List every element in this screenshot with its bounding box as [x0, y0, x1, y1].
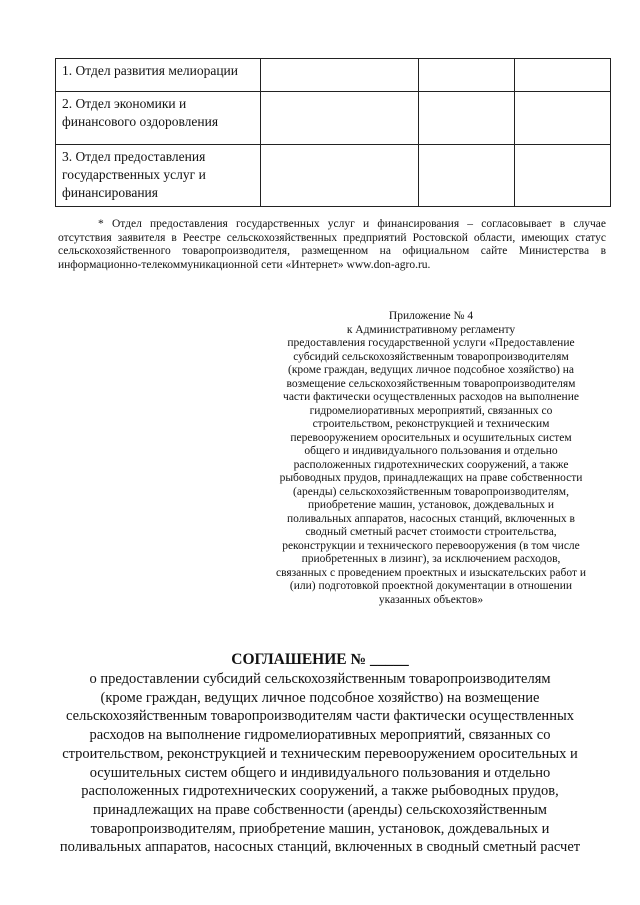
appendix-line: субсидий сельскохозяйственным товаропроизводителям: [293, 350, 569, 363]
appendix-line: к Административному регламенту: [346, 323, 516, 336]
table-row: [56, 92, 611, 145]
empty-cell: [419, 92, 515, 145]
department-name-cell: [56, 92, 261, 145]
appendix-line: рыбоводных прудов, принадлежащих на праве собственности: [279, 472, 583, 484]
agreement-line: осушительных систем общего и индивидуального пользования и отдельно: [89, 764, 551, 781]
appendix-line: общего и индивидуального пользования и отдельно: [304, 445, 558, 457]
cell-line: финансирования: [62, 185, 158, 200]
appendix-line: (или) подготовкой проектной документации в отношении: [289, 580, 573, 592]
agreement-line: товаропроизводителям, приобретение машин, установок, дождевальных и: [90, 820, 550, 837]
cell-line: 3. Отдел предоставления: [62, 149, 206, 164]
agreement-line: строительством, реконструкцией и техническим перевооружением оросительных и: [62, 745, 578, 762]
appendix-line: перевооружением оросительных и осушительных систем: [290, 431, 572, 444]
agreement-title: СОГЛАШЕНИЕ № _____: [231, 651, 409, 668]
appendix-line: Приложение № 4: [388, 310, 474, 322]
department-name-cell: [56, 59, 261, 92]
empty-cell: [515, 145, 611, 207]
agreement-line: сельскохозяйственным товаропроизводителям части фактически осуществленных: [66, 708, 574, 725]
appendix-line: строительством, реконструкцией и техническим: [312, 418, 550, 430]
empty-cell: [261, 59, 419, 92]
agreement-line: расходов на выполнение гидромелиоративных мероприятий, связанных со: [89, 727, 551, 744]
table-row: [56, 59, 611, 92]
empty-cell: [261, 145, 419, 207]
cell-line: 2. Отдел экономики и: [62, 96, 187, 111]
table-row: [56, 145, 611, 207]
empty-cell: [419, 59, 515, 92]
empty-cell: [261, 92, 419, 145]
agreement-line: (кроме граждан, ведущих личное подсобное хозяйство) на возмещение: [100, 689, 540, 706]
department-name-cell: [56, 145, 261, 207]
appendix-line: приобретенных в лизинг), за исключением расходов,: [301, 553, 561, 565]
appendix-line: части фактически осуществленных расходов на выполнение: [283, 391, 579, 403]
agreement-line: о предоставлении субсидий сельскохозяйственным товаропроизводителям: [89, 671, 551, 687]
appendix-line: связанных с проведением проектных и изыскательских работ и: [275, 566, 587, 579]
appendix-line: предоставления государственной услуги «Предоставление: [287, 337, 575, 349]
appendix-line: реконструкции и технического перевооружения (в том числе: [282, 539, 580, 552]
agreement-line: поливальных аппаратов, насосных станций, включенных в сводный сметный расчет: [59, 839, 581, 856]
appendix-line: поливальных аппаратов, насосных станций, включенных в: [287, 512, 575, 525]
empty-cell: [515, 59, 611, 92]
appendix-line: (кроме граждан, ведущих личное подсобное хозяйство) на: [288, 364, 574, 376]
empty-cell: [515, 92, 611, 145]
appendix-line: гидромелиоративных мероприятий, связанных со: [309, 404, 553, 417]
cell-line: государственных услуг и: [62, 167, 206, 182]
appendix-line: сводный сметный расчет стоимости строительства,: [305, 526, 557, 538]
appendix-line: (аренды) сельскохозяйственным товаропроизводителям,: [293, 485, 569, 498]
cell-line: 1. Отдел развития мелиорации: [62, 63, 238, 78]
appendix-line: расположенных гидротехнических сооружений, а также: [293, 458, 569, 471]
footnote: * Отдел предоставления государственных услуг и финансирования – согласовывает в случае отсутствия заявителя в Реестре сельскохозяйственных предприятий Ростовской области, имеющих статус сельскохозяйственного товаропроизводителя, размещенном на официальном сайте Министерства в информационно-телекоммуникационной сети «Интернет» www.don-agro.ru.: [58, 218, 606, 271]
agreement-line: расположенных гидротехнических сооружений, а также рыбоводных прудов,: [81, 783, 559, 800]
agreement-subtitle: [20, 670, 620, 857]
empty-cell: [419, 145, 515, 207]
appendix-line: приобретение машин, установок, дождевальных и: [308, 499, 554, 511]
appendix-line: указанных объектов»: [378, 593, 484, 606]
cell-line: финансового оздоровления: [62, 114, 219, 129]
appendix-line: возмещение сельскохозяйственным товаропроизводителям: [286, 377, 576, 390]
agreement-line: принадлежащих на праве собственности (аренды) сельскохозяйственным: [92, 801, 547, 818]
appendix-header: [262, 310, 600, 607]
departments-table: [55, 58, 611, 207]
